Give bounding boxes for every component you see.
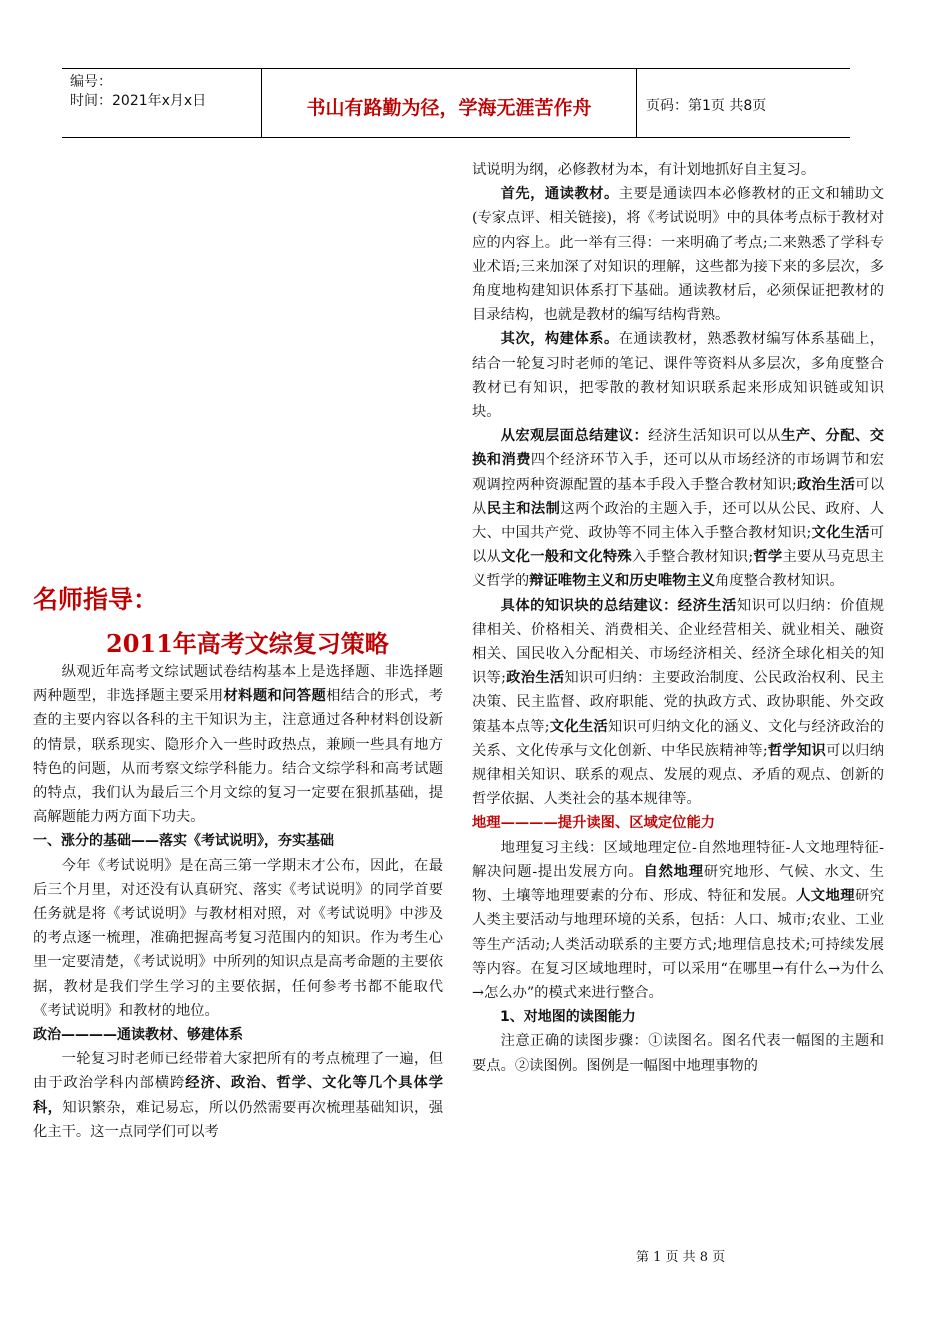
paragraph-map-steps: 注意正确的读图步骤：①读图名。图名代表一幅图的主题和要点。②读图例。图例是一幅图中地理事物的 — [472, 1033, 884, 1074]
paragraph-continued: 试说明为纲，必修教材为本，有计划地抓好自主复习。 — [472, 162, 816, 178]
paragraph-build-system: 其次，构建体系。在通读教材，熟悉教材编写体系基础上，结合一轮复习时老师的笔记、课件等资料从多层次，多角度整合教材已有知识，把零散的教材知识联系起来形成知识链或知识块。 — [472, 331, 885, 421]
paragraph-knowledge-blocks: 具体的知识块的总结建议：经济生活知识可以归纳：价值规律相关、价格相关、消费相关、企业经营相关、就业相关、融资相关、国民收入分配相关、市场经济相关、经济全球化相关的知识等;政治生活知识可归纳：主要政治制度、公民政治权利、民主决策、民主监督、政府职能、党的执政方式、政协职能、外交政策基本点等;文化生活知识可归纳文化的涵义、文化与经济政治的关系、文化传承与文化创新、中华民族精神等;哲学知识可以归纳规律相关知识、联系的观点、发展的观点、矛盾的观点、创新的哲学依据、人类社会的基本规律等。 — [472, 597, 885, 808]
page-header — [62, 68, 850, 138]
section-heading-politics: 政治————通读教材、够建体系 — [33, 1027, 243, 1044]
paragraph-politics: 一轮复习时老师已经带着大家把所有的考点梳理了一遍，但由于政治学科内部横跨经济、政治、哲学、文化等几个具体学科，知识繁杂，难记易忘，所以仍然需要再次梳理基础知识，强化主干。这一点同学们可以考 — [33, 1051, 444, 1140]
header-motto: 书山有路勤为径，学海无涯苦作舟 — [306, 97, 592, 119]
left-column — [33, 660, 443, 1144]
header-divider — [636, 69, 637, 137]
page-title: 2011年高考文综复习策略 — [106, 629, 389, 658]
title-line-1: 名师指导： — [33, 585, 159, 614]
header-meta — [70, 73, 206, 111]
section-heading-1: 一、涨分的基础——落实《考试说明》，夯实基础 — [33, 833, 334, 850]
header-page-info: 页码：第1页 共8页 — [646, 98, 767, 114]
paragraph-macro-suggestions: 从宏观层面总结建议：经济生活知识可以从生产、分配、交换和消费四个经济环节入手，还可以从市场经济的市场调节和宏观调控两种资源配置的基本手段入手整合教材知识;政治生活可以从民主和法制这两个政治的主题入手，还可以从公民、政府、人大、中国共产党、政协等不同主体入手整合教材知识;文化生活可以从文化一般和文化特殊入手整合教材知识;哲学主要从马克思主义哲学的辩证唯物主义和历史唯物主义角度整合教材知识。 — [472, 428, 885, 590]
paragraph-exam-outline: 今年《考试说明》是在高三第一学期末才公布，因此，在最后三个月里，对还没有认真研究、落实《考试说明》的同学首要任务就是将《考试说明》与教材相对照，对《考试说明》中涉及的考点逐一梳理，准确把握高考复习范围内的知识。作为考生心里一定要清楚，《考试说明》中所列的知识点是高考命题的主要依据，教材是我们学生学习的主要依据，任何参考书都不能取代《考试说明》和教材的地位。 — [33, 857, 443, 1019]
paragraph-read-textbook: 首先，通读教材。主要是通读四本必修教材的正文和辅助文(专家点评、相关链接)，将《考试说明》中的具体考点标于教材对应的内容上。此一举有三得：一来明确了考点;二来熟悉了学科专业术语;三来加深了对知识的理解，这些都为接下来的多层次，多角度地构建知识体系打下基础。通读教材后，必须保证把教材的目录结构，也就是教材的编写结构背熟。 — [472, 186, 885, 324]
intro-paragraph: 纵观近年高考文综试题试卷结构基本上是选择题、非选择题两种题型，非选择题主要采用材料题和问答题相结合的形式，考查的主要内容以各科的主干知识为主，注意通过各种材料创设新的情景，联系现实、隐形介入一些时政热点，兼顾一些具有地方特色的问题，从而考察文综学科能力。结合文综学科和高考试题的特点，我们认为最后三个月文综的复习一定要在狠抓基础，提高解题能力两方面下功夫。 — [33, 664, 444, 826]
page-footer: 第 1 页 共 8 页 — [636, 1250, 726, 1265]
time-label: 时间：2021年x月x日 — [70, 93, 207, 109]
right-column — [472, 158, 884, 1078]
paragraph-geography: 地理复习主线：区域地理定位-自然地理特征-人文地理特征-解决问题-提出发展方向。自然地理研究地形、气候、水文、生物、土壤等地理要素的分布、形成、特征和发展。人文地理研究人类主要活动与地理环境的关系，包括：人口、城市;农业、工业等生产活动;人类活动联系的主要方式;地理信息技术;可持续发展等内容。在复习区域地理时，可以采用“在哪里→有什么→为什么→怎么办”的模式来进行整合。 — [472, 839, 885, 1001]
subheading-map-reading: 1、对地图的读图能力 — [500, 1009, 636, 1026]
section-heading-geography: 地理————提升读图、区域定位能力 — [472, 815, 716, 832]
number-label: 编号： — [70, 74, 112, 90]
